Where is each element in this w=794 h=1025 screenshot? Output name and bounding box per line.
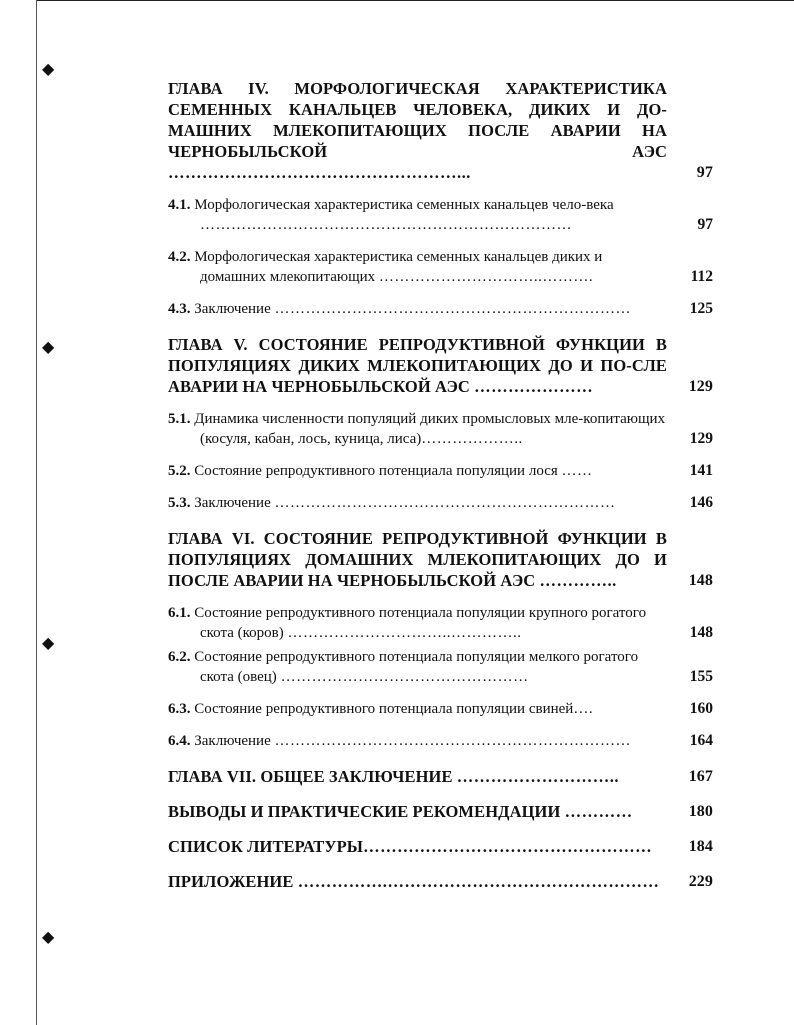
dot-leader: ……: [561, 463, 593, 479]
scan-top-border: [36, 0, 794, 1]
toc-section-4-1[interactable]: [168, 195, 713, 235]
chapter-title: ГЛАВА VI. СОСТОЯНИЕ РЕПРОДУКТИВНОЙ ФУНКЦИИ В ПОПУЛЯЦИЯХ ДОМАШНИХ МЛЕКОПИТАЮЩИХ ДО И ПОСЛЕ АВАРИИ НА ЧЕРНОБЫЛЬСКОЙ АЭС: [168, 529, 667, 590]
page-number: 141: [689, 462, 713, 479]
dot-leader: …………………………..……….: [378, 269, 594, 285]
table-of-contents: [168, 78, 713, 892]
toc-section-6-2[interactable]: [168, 647, 713, 687]
toc-chapter-5[interactable]: [168, 334, 713, 397]
page-number: 229: [688, 873, 713, 890]
page-number: 129: [689, 430, 713, 447]
section-number: 6.1.: [168, 605, 191, 621]
page-number: 97: [696, 164, 713, 181]
toc-section-4-3[interactable]: [168, 299, 713, 319]
section-number: 6.4.: [168, 733, 191, 749]
dot-leader: ……………………………………………………………: [274, 301, 631, 317]
section-title: Состояние репродуктивного потенциала популяции лося: [194, 463, 558, 479]
toc-section-5-2[interactable]: [168, 461, 713, 481]
page-number: 184: [688, 838, 713, 855]
section-title: Заключение: [194, 301, 271, 317]
page-number: 167: [688, 768, 713, 785]
toc-section-5-1[interactable]: [168, 409, 713, 449]
toc-bibliography[interactable]: [168, 836, 713, 857]
punch-hole-mark: ◆: [42, 339, 55, 356]
chapter-title: СПИСОК ЛИТЕРАТУРЫ: [168, 837, 364, 856]
toc-chapter-4[interactable]: [168, 78, 713, 183]
toc-section-6-3[interactable]: [168, 699, 713, 719]
dot-leader: ……………………………………………………………: [274, 733, 631, 749]
section-number: 4.2.: [168, 249, 191, 265]
section-number: 5.3.: [168, 495, 191, 511]
page-number: 125: [689, 300, 713, 317]
dot-leader: ……………………………………………...: [168, 163, 471, 182]
page-number: 129: [688, 378, 713, 395]
section-title: Динамика численности популяций диких промысловых мле-копитающих (косуля, кабан, лось, куница, лиса): [194, 411, 666, 447]
toc-conclusions[interactable]: [168, 801, 713, 822]
chapter-title: ПРИЛОЖЕНИЕ: [168, 872, 294, 891]
toc-section-6-1[interactable]: [168, 603, 713, 643]
section-number: 5.2.: [168, 463, 191, 479]
toc-chapter-6[interactable]: [168, 528, 713, 591]
dot-leader: …………………………………………: [280, 669, 529, 685]
section-title: Состояние репродуктивного потенциала популяции свиней: [194, 701, 574, 717]
section-number: 6.2.: [168, 649, 191, 665]
punch-hole-mark: ◆: [42, 929, 55, 946]
dot-leader: ………………………..: [456, 767, 620, 786]
section-title: Состояние репродуктивного потенциала популяции мелкого рогатого скота (овец): [194, 649, 639, 685]
dot-leader: …………….…………………………………………: [297, 872, 660, 891]
toc-section-4-2[interactable]: [168, 247, 713, 287]
section-title: Морфологическая характеристика семенных канальцев чело-века: [194, 197, 614, 213]
page-number: 146: [689, 494, 713, 511]
punch-hole-mark: ◆: [42, 635, 55, 652]
page-number: 180: [688, 803, 713, 820]
dot-leader: ……………………………………………: [363, 837, 653, 856]
dot-leader: …………..: [539, 571, 617, 590]
toc-appendix[interactable]: [168, 871, 713, 892]
section-title: Морфологическая характеристика семенных канальцев диких и домашних млекопитающих: [194, 249, 603, 285]
dot-leader: …………………: [474, 377, 594, 396]
section-number: 4.1.: [168, 197, 191, 213]
page-number: 155: [689, 668, 713, 685]
page-number: 112: [690, 268, 713, 285]
scan-left-border: [36, 0, 37, 1025]
chapter-title: ГЛАВА V. СОСТОЯНИЕ РЕПРОДУКТИВНОЙ ФУНКЦИИ В ПОПУЛЯЦИЯХ ДИКИХ МЛЕКОПИТАЮЩИХ ДО И ПО-СЛЕ АВАРИИ НА ЧЕРНОБЫЛЬСКОЙ АЭС: [168, 335, 667, 396]
section-title: Заключение: [194, 495, 271, 511]
page-number: 160: [689, 700, 713, 717]
toc-section-5-3[interactable]: [168, 493, 713, 513]
section-title: Заключение: [194, 733, 271, 749]
section-title: Состояние репродуктивного потенциала популяции крупного рогатого скота (коров): [194, 605, 647, 641]
page-number: 97: [697, 216, 713, 233]
page-number: 148: [688, 572, 713, 589]
chapter-title: ГЛАВА VII. ОБЩЕЕ ЗАКЛЮЧЕНИЕ: [168, 767, 453, 786]
page-number: 148: [689, 624, 713, 641]
section-number: 6.3.: [168, 701, 191, 717]
dot-leader: ….: [573, 701, 594, 717]
punch-hole-mark: ◆: [42, 61, 55, 78]
section-number: 4.3.: [168, 301, 191, 317]
dot-leader: …………………………………………………………: [274, 495, 616, 511]
chapter-title: ВЫВОДЫ И ПРАКТИЧЕСКИЕ РЕКОМЕНДАЦИИ: [168, 802, 561, 821]
dot-leader: …………………………..…………..: [287, 625, 522, 641]
page-number: 164: [689, 732, 713, 749]
chapter-title: ГЛАВА IV. МОРФОЛОГИЧЕСКАЯ ХАРАКТЕРИСТИКА СЕМЕННЫХ КАНАЛЬЦЕВ ЧЕЛОВЕКА, ДИКИХ И ДО-МАШНИХ МЛЕКОПИТАЮЩИХ ПОСЛЕ АВАРИИ НА ЧЕРНОБЫЛЬСКОЙ АЭС: [168, 79, 667, 161]
dot-leader: ………………..: [421, 431, 523, 447]
dot-leader: ………………………………………………………………: [200, 217, 572, 233]
section-number: 5.1.: [168, 411, 191, 427]
toc-section-6-4[interactable]: [168, 731, 713, 751]
dot-leader: …………: [564, 802, 633, 821]
toc-chapter-7[interactable]: [168, 766, 713, 787]
